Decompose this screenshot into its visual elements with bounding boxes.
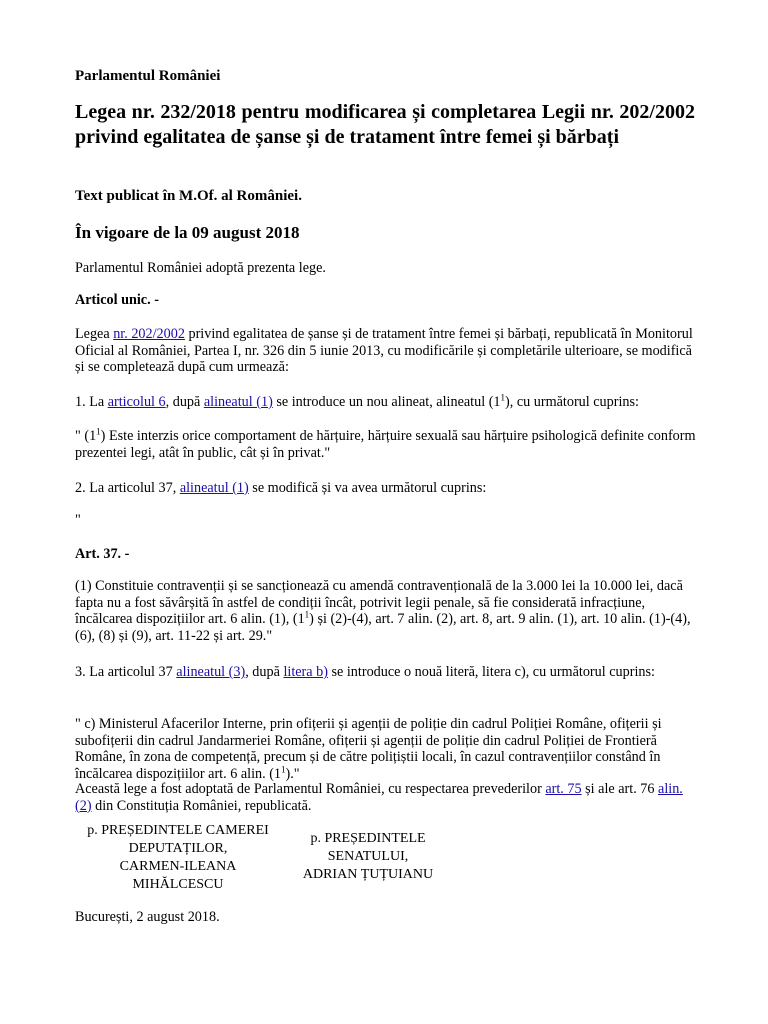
- alineatul-1-link[interactable]: alineatul (1): [203, 394, 273, 410]
- signature-line: DEPUTAȚILOR,: [128, 841, 228, 856]
- quote-1: [75, 428, 696, 461]
- item-1-text-post: se introduce un nou alineat, alineatul (1: [272, 394, 501, 410]
- art-37-text: (1) Constituie contravenții și se sancționează cu amendă contravențională de la 3.000 lei la 10.000 lei, dacă fapta nu a fost săvârșită în astfel de condiții încât, potrivit legii penale, să fie considerată infracțiune, încălcarea dispozițiilor art. 6 alin. (1), (1: [75, 578, 683, 627]
- quote-3: [75, 716, 696, 782]
- signature-line: CARMEN-ILEANA: [119, 859, 237, 874]
- in-force-date: În vigoare de la 09 august 2018: [75, 223, 300, 242]
- senate-president-signature: [284, 830, 452, 884]
- signature-line: p. PREȘEDINTELE: [310, 831, 426, 846]
- item-2-text-continued: se modifică și va avea următorul cuprins:: [248, 480, 487, 496]
- closing-text: Această lege a fost adoptată de Parlamentul României, cu respectarea prevederilor: [75, 781, 546, 797]
- quote-1-text-continued: ) Este interzis orice comportament de hărțuire, hărțuire sexuală sau hărțuire psihologică definite conform prezentei legi, atât în public, cât și în privat.": [75, 428, 696, 461]
- law-title: Legea nr. 232/2018 pentru modificarea și completarea Legii nr. 202/2002 privind egalitatea de șanse și de tratament între femei și bărbați: [75, 101, 695, 148]
- superscript: 1: [281, 763, 286, 774]
- alineatul-1-link-2[interactable]: alineatul (1): [179, 480, 249, 496]
- intro-paragraph: [75, 326, 696, 376]
- item-3-text: 3. La articolul 37: [75, 664, 177, 680]
- signature-line: MIHĂLCESCU: [132, 877, 224, 892]
- quote-1-text: " (1: [75, 428, 97, 444]
- signature-line: SENATULUI,: [327, 849, 409, 864]
- alineatul-3-link[interactable]: alineatul (3): [176, 664, 246, 680]
- opening-quote-mark: ": [75, 512, 81, 528]
- art-37-paragraph: [75, 578, 696, 644]
- signature-line: p. PREȘEDINTELE CAMEREI: [87, 823, 269, 838]
- item-1: [75, 394, 696, 411]
- item-2-text: 2. La articolul 37,: [75, 480, 180, 496]
- item-3-text-mid: , după: [245, 664, 284, 680]
- quote-3-text-continued: ).": [285, 765, 300, 782]
- item-3: [75, 664, 696, 681]
- closing-text-continued: din Constituția României, republicată.: [91, 797, 312, 814]
- articolul-6-link[interactable]: articolul 6: [107, 394, 166, 410]
- item-3-text-continued: se introduce o nouă literă, litera c), cu următorul cuprins:: [327, 664, 655, 680]
- superscript: 1: [304, 609, 310, 620]
- adoption-statement: Parlamentul României adoptă prezenta lege.: [75, 260, 326, 276]
- alin-2-link[interactable]: alin. (2): [75, 781, 683, 814]
- art-75-link[interactable]: art. 75: [545, 781, 582, 797]
- item-1-text-mid: , după: [165, 394, 204, 410]
- superscript: 1: [500, 392, 506, 403]
- chamber-president-signature: [78, 822, 278, 894]
- article-unic-heading: Articol unic. -: [75, 292, 159, 308]
- superscript: 1: [96, 426, 101, 437]
- intro-text: Legea: [75, 326, 114, 342]
- issuer-heading: Parlamentul României: [75, 68, 221, 84]
- place-and-date: București, 2 august 2018.: [75, 909, 220, 925]
- closing-text-mid: și ale art. 76: [581, 781, 659, 797]
- closing-paragraph: [75, 781, 696, 814]
- signature-line: ADRIAN ȚUȚUIANU: [302, 867, 434, 882]
- law-202-2002-link[interactable]: nr. 202/2002: [113, 326, 185, 342]
- item-1-text-end: ), cu următorul cuprins:: [505, 394, 639, 410]
- litera-b-link[interactable]: litera b): [283, 664, 328, 680]
- intro-text-continued: privind egalitatea de șanse și de tratament între femei și bărbați, republicată în Monitorul Oficial al României, Partea I, nr. 326 din 5 iunie 2013, cu modificările și completările ulterioare, se modifică și se completează după cum urmează:: [75, 326, 693, 375]
- item-2: [75, 480, 696, 497]
- quote-3-text: " c) Ministerul Afacerilor Interne, prin ofițerii și agenții de poliție din cadrul Poliției Române, ofițerii și subofițerii din cadrul Jandarmeriei Române, ofițerii și agenții de poliție din cadrul Poliției de Frontieră Române, în zona de competență, precum și de către polițiștii locali, în cazul contravențiilor constând în încălcarea dispozițiilor art. 6 alin. (1: [75, 716, 662, 782]
- publication-note: Text publicat în M.Of. al României.: [75, 188, 302, 204]
- art-37-heading: Art. 37. -: [75, 546, 130, 562]
- art-37-text-continued: ) și (2)-(4), art. 7 alin. (2), art. 8, art. 9 alin. (1), art. 10 alin. (1)-(4), (6), (8) și (9), art. 11-22 și art. 29.": [75, 611, 691, 644]
- item-1-text: 1. La: [75, 394, 108, 410]
